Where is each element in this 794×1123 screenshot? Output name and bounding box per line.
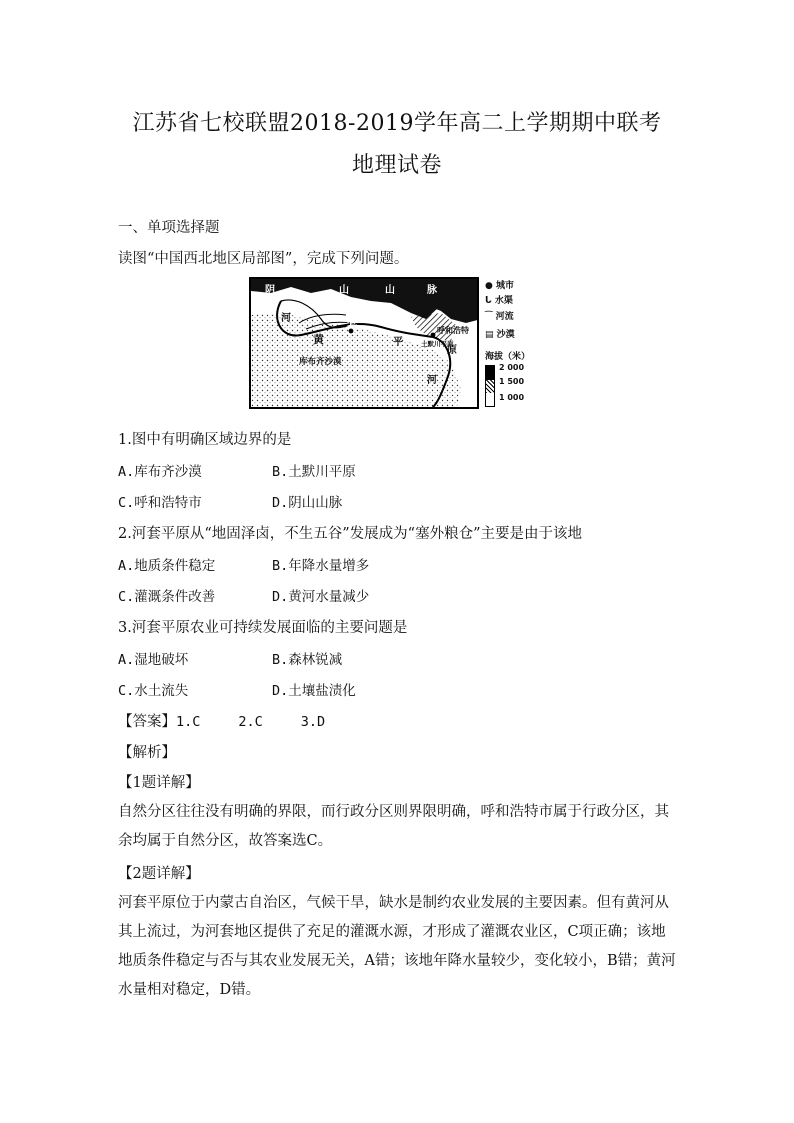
question-intro: 读图“中国西北地区局部图”，完成下列问题。 (118, 251, 409, 267)
analysis-label: 【解析】 (118, 745, 176, 761)
map-label-tao: 套 (347, 317, 358, 330)
map-label-city: 呼和浩特 (437, 325, 469, 335)
question-2-option-a: A.地质条件稳定 (118, 558, 216, 574)
answer-label: 【答案】 (118, 714, 176, 730)
map-label-mai: 脉 (427, 285, 437, 296)
question-3-option-d: D.土壤盐渍化 (272, 683, 356, 699)
elevation-1500: 1 500 (499, 377, 525, 386)
northwest-china-map (249, 277, 531, 411)
question-3-option-c: C.水土流失 (118, 683, 189, 699)
legend-canal: ᒐ 水渠 (485, 296, 513, 306)
elevation-2000: 2 000 (499, 363, 525, 372)
question-1-option-a: A.库布齐沙漠 (118, 464, 202, 480)
map-frame (249, 277, 479, 409)
elevation-1000: 1 000 (499, 393, 525, 402)
legend-desert: ▤ 沙漠 (485, 330, 515, 340)
question-2-option-b: B.年降水量增多 (272, 558, 370, 574)
legend-river: ⁀ 河流 (485, 312, 514, 322)
legend-city: ● 城市 (485, 281, 515, 291)
question-1-option-b: B.土默川平原 (272, 464, 356, 480)
answer-1: 1.C (176, 714, 201, 730)
question-1-option-c: C.呼和浩特市 (118, 495, 202, 511)
detail-1-text: 自然分区往往没有明确的界限，而行政分区则界限明确，呼和浩特市属于行政分区，其余均属于自然分区，故答案选C。 (118, 804, 669, 849)
detail-2-text: 河套平原位于内蒙古自治区，气候干旱，缺水是制约农业发展的主要因素。但有黄河从其上流过，为河套地区提供了充足的灌溉水源，才形成了灌溉农业区，C项正确；该地地质条件稳定与否与其农业发展无关，A错；该地年降水量较少，变化较小，B错；黄河水量相对稳定，D错。 (118, 895, 676, 998)
section-heading: 一、单项选择题 (118, 220, 220, 236)
document-title: 江苏省七校联盟2018-2019学年高二上学期期中联考 (132, 111, 662, 136)
question-2-option-c: C.灌溉条件改善 (118, 589, 216, 605)
map-label-ping: 平 (393, 337, 403, 348)
map-label-desert: 库布齐沙漠 (299, 357, 342, 367)
elevation-scale (485, 365, 495, 407)
legend-elevation: 海拔（米） (485, 352, 531, 362)
document-subtitle: 地理试卷 (351, 153, 442, 178)
map-label-yuan: 原 (447, 345, 457, 356)
question-3-option-a: A.湿地破坏 (118, 652, 189, 668)
question-3-option-b: B.森林锐减 (272, 652, 343, 668)
map-label-plain2: 土默川平原 (421, 340, 454, 348)
question-1-option-d: D.阴山山脉 (272, 495, 343, 511)
detail-2-label: 【2题详解】 (118, 866, 200, 882)
map-label-huang: 黄 (313, 333, 324, 346)
detail-1-label: 【1题详解】 (118, 775, 200, 791)
answer-3: 3.D (300, 714, 326, 730)
map-label-he: 河 (281, 313, 291, 324)
map-label-shan1: 山 (339, 285, 349, 296)
question-2-option-d: D.黄河水量减少 (272, 589, 370, 605)
question-3-stem: 3.河套平原农业可持续发展面临的主要问题是 (118, 620, 408, 636)
question-1-stem: 1.图中有明确区域边界的是 (118, 432, 292, 448)
answer-line (118, 710, 325, 731)
answer-2: 2.C (238, 714, 263, 730)
map-label-yin: 阴 (265, 285, 275, 296)
map-label-he2: 河 (427, 375, 437, 386)
question-2-stem: 2.河套平原从“地固泽卤，不生五谷”发展成为“塞外粮仓”主要是由于该地 (118, 526, 582, 542)
map-label-shan2: 山 (385, 285, 395, 296)
